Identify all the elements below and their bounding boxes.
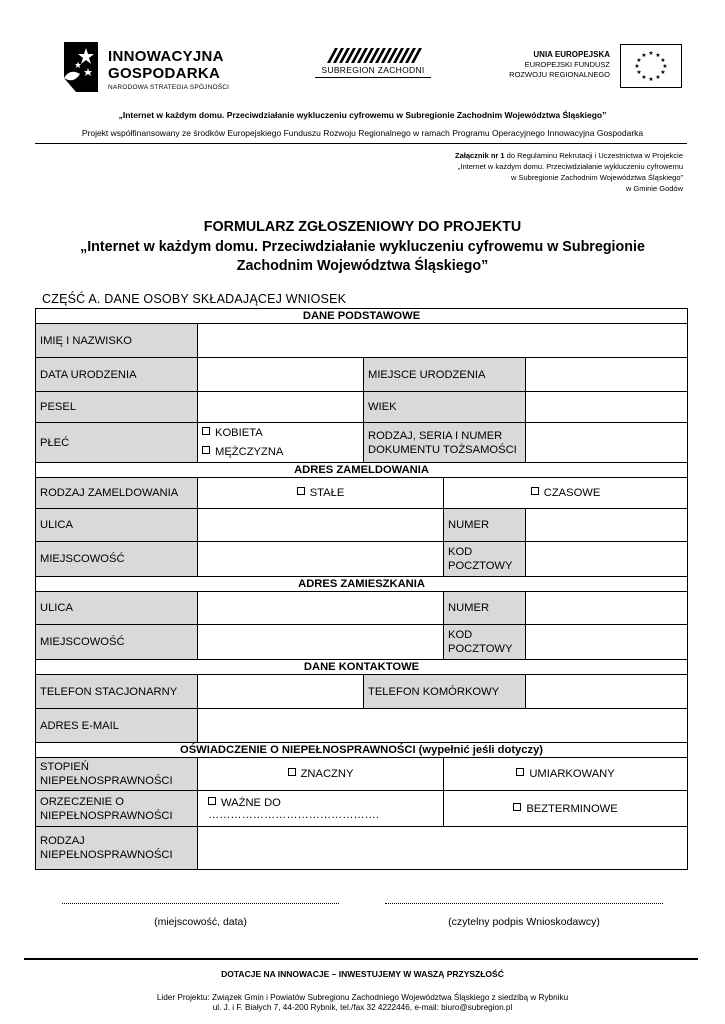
disability-ruling-label-line2: NIEPEŁNOSPRAWNOŚCI [40, 809, 173, 822]
significant-label: ZNACZNY [300, 768, 354, 780]
residence-postal-label-line1: KOD [448, 629, 473, 641]
residence-address-header: ADRES ZAMIESZKANIA [36, 577, 688, 592]
registered-number-label: NUMER [444, 509, 526, 542]
basic-data-header: DANE PODSTAWOWE [36, 309, 688, 324]
svg-text:★: ★ [655, 74, 661, 81]
svg-text:★: ★ [655, 52, 661, 59]
sex-option-male[interactable] [202, 443, 359, 462]
registered-city-field[interactable] [198, 542, 444, 577]
sex-option-female[interactable] [202, 424, 359, 443]
subregion-logo-underline [315, 77, 431, 78]
valid-until-label: WAŻNE DO ………………………………………. [208, 796, 379, 821]
ig-logo-line3: NARODOWA STRATEGIA SPÓJNOŚCI [108, 84, 230, 91]
birth-place-field[interactable] [526, 358, 688, 392]
birth-date-label: DATA URODZENIA [36, 358, 198, 392]
svg-text:★: ★ [634, 63, 640, 70]
ig-logo-line1: INNOWACYJNA [108, 48, 224, 65]
residence-city-label: MIEJSCOWOŚĆ [36, 625, 198, 660]
name-field[interactable] [198, 324, 688, 358]
email-field[interactable] [198, 709, 688, 743]
eu-logo [500, 44, 682, 90]
svg-text:★: ★ [660, 57, 666, 64]
mobile-label: TELEFON KOMÓRKOWY [364, 675, 526, 709]
disability-kind-label [36, 827, 198, 870]
footer-divider [24, 958, 698, 960]
registered-address-header: ADRES ZAMELDOWANIA [36, 463, 688, 478]
eu-stars-icon [621, 45, 681, 87]
residence-number-field[interactable] [526, 592, 688, 625]
checkbox-icon[interactable] [208, 797, 216, 805]
application-form [35, 308, 687, 870]
degree-significant-option[interactable] [198, 758, 444, 791]
disability-degree-label-line2: NIEPEŁNOSPRAWNOŚCI [40, 775, 173, 787]
birth-date-field[interactable] [198, 358, 364, 392]
age-field[interactable] [526, 392, 688, 423]
name-label: IMIĘ I NAZWISKO [36, 324, 198, 358]
subregion-zachodni-logo [313, 46, 433, 86]
registered-postal-field[interactable] [526, 542, 688, 577]
disability-kind-label-line1: RODZAJ [40, 835, 85, 847]
registered-number-field[interactable] [526, 509, 688, 542]
landline-label: TELEFON STACJONARNY [36, 675, 198, 709]
annex-line3: w Subregionie Zachodnim Województwa Śląskiego” [510, 173, 683, 182]
registration-type-label: RODZAJ ZAMELDOWANIA [36, 478, 198, 509]
signature-line[interactable] [385, 903, 663, 904]
female-label: KOBIETA [215, 426, 263, 439]
birth-place-label: MIEJSCE URODZENIA [364, 358, 526, 392]
disability-header: OŚWIADCZENIE O NIEPEŁNOSPRAWNOŚCI (wypełnić jeśli dotyczy) [36, 743, 688, 758]
ig-logo-line2: GOSPODARKA [108, 65, 221, 82]
registration-permanent-option[interactable] [198, 478, 444, 509]
email-label: ADRES E-MAIL [36, 709, 198, 743]
residence-street-field[interactable] [198, 592, 444, 625]
residence-postal-field[interactable] [526, 625, 688, 660]
checkbox-icon[interactable] [202, 446, 210, 454]
project-title: „Internet w każdym domu. Przeciwdziałanie wykluczeniu cyfrowemu w Subregionie Zachodnim Województwa Śląskiego” [118, 110, 607, 120]
annex-line1-rest: do Regulaminu Rekrutacji i Uczestnictwa w Projekcie [504, 151, 683, 160]
disability-kind-field[interactable] [198, 827, 688, 870]
id-document-label-line1: RODZAJ, SERIA I NUMER [368, 429, 503, 442]
disability-ruling-label [36, 791, 198, 827]
degree-moderate-option[interactable] [444, 758, 688, 791]
annex-line2: „Internet w każdym domu. Przeciwdziałanie wykluczeniu cyfrowemu [457, 162, 683, 171]
ruling-indefinite-option[interactable] [444, 791, 688, 827]
place-date-caption: (miejscowość, data) [154, 916, 247, 928]
id-document-label-line2: DOKUMENTU TOŻSAMOŚCI [368, 443, 517, 456]
svg-text:★: ★ [636, 69, 642, 76]
svg-text:★: ★ [636, 57, 642, 64]
disability-ruling-label-line1: ORZECZENIE O [40, 795, 124, 808]
sex-label: PŁEĆ [36, 423, 198, 463]
innowacyjna-gospodarka-emblem-icon [58, 38, 102, 94]
place-date-line[interactable] [62, 903, 339, 904]
checkbox-icon[interactable] [513, 803, 521, 811]
checkbox-icon[interactable] [288, 768, 296, 776]
annex-note [363, 150, 683, 194]
id-document-label [364, 423, 526, 463]
footer-leader-line1: Lider Projektu: Związek Gmin i Powiatów Subregionu Zachodniego Województwa Śląskiego z siedzibą w Rybniku [156, 993, 569, 1002]
footer-leader-line2: ul. J. i F. Białych 7, 44-200 Rybnik, tel./fax 32 4222446, e-mail: biuro@subregion.pl [212, 1003, 513, 1012]
disability-degree-label [36, 758, 198, 791]
form-title-line1: FORMULARZ ZGŁOSZENIOWY DO PROJEKTU [203, 219, 522, 235]
signature-caption: (czytelny podpis Wnioskodawcy) [448, 916, 600, 928]
registered-postal-label [444, 542, 526, 577]
innowacyjna-gospodarka-logo [58, 38, 248, 98]
moderate-label: UMIARKOWANY [529, 768, 615, 780]
sex-options [198, 423, 364, 463]
eu-logo-text [490, 50, 610, 80]
contact-data-header: DANE KONTAKTOWE [36, 660, 688, 675]
disability-kind-label-line2: NIEPEŁNOSPRAWNOŚCI [40, 849, 173, 861]
section-a-heading: CZĘŚĆ A. DANE OSOBY SKŁADAJĄCEJ WNIOSEK [42, 292, 347, 306]
landline-field[interactable] [198, 675, 364, 709]
svg-text:★: ★ [641, 52, 647, 59]
registered-postal-label-line2: POCZTOWY [448, 560, 513, 572]
registered-postal-label-line1: KOD [448, 546, 473, 558]
header-divider [35, 143, 687, 144]
disability-degree-label-line1: STOPIEŃ [40, 761, 89, 773]
id-document-field[interactable] [526, 423, 688, 463]
checkbox-icon[interactable] [202, 427, 210, 435]
form-title-line3: Zachodnim Województwa Śląskiego” [236, 258, 489, 274]
age-label: WIEK [364, 392, 526, 423]
permanent-label: STAŁE [309, 487, 345, 499]
registered-street-field[interactable] [198, 509, 444, 542]
mobile-field[interactable] [526, 675, 688, 709]
ruling-valid-until-option[interactable] [198, 791, 444, 827]
registered-street-label: ULICA [36, 509, 198, 542]
male-label: MĘŻCZYZNA [215, 445, 284, 458]
pesel-label: PESEL [36, 392, 198, 423]
footer-slogan: DOTACJE NA INNOWACJE – INWESTUJEMY W WASZĄ PRZYSZŁOŚĆ [221, 969, 504, 979]
indefinite-label: BEZTERMINOWE [526, 802, 618, 815]
form-title [0, 218, 725, 277]
annex-label: Załącznik nr 1 [454, 151, 505, 160]
eu-flag [620, 44, 682, 88]
residence-postal-label-line2: POCZTOWY [448, 643, 513, 655]
checkbox-icon[interactable] [531, 487, 539, 495]
residence-city-field[interactable] [198, 625, 444, 660]
subregion-stripes-icon [313, 46, 433, 64]
footer-project-leader [0, 993, 725, 1013]
temporary-label: CZASOWE [543, 487, 601, 499]
subregion-logo-text: SUBREGION ZACHODNI [321, 65, 425, 75]
svg-text:★: ★ [648, 76, 654, 83]
eu-logo-line3: ROZWOJU REGIONALNEGO [509, 70, 610, 79]
residence-postal-label [444, 625, 526, 660]
svg-text:★: ★ [648, 50, 654, 57]
cofinancing-note: Projekt współfinansowany ze środków Europejskiego Funduszu Rozwoju Regionalnego w ramach Programu Operacyjnego Innowacyjna Gospodarka [81, 128, 644, 138]
svg-text:★: ★ [662, 63, 668, 70]
residence-number-label: NUMER [444, 592, 526, 625]
svg-text:★: ★ [660, 69, 666, 76]
eu-logo-line1: UNIA EUROPEJSKA [533, 50, 610, 59]
residence-street-label: ULICA [36, 592, 198, 625]
checkbox-icon[interactable] [297, 487, 305, 495]
registration-temporary-option[interactable] [444, 478, 688, 509]
svg-text:★: ★ [641, 74, 647, 81]
registered-city-label: MIEJSCOWOŚĆ [36, 542, 198, 577]
annex-line4: w Gminie Godów [625, 184, 683, 193]
form-title-line2: „Internet w każdym domu. Przeciwdziałanie wykluczeniu cyfrowemu w Subregionie [80, 238, 645, 255]
form-table [35, 308, 688, 870]
eu-logo-line2: EUROPEJSKI FUNDUSZ [524, 60, 610, 69]
annex-line1 [363, 150, 683, 161]
pesel-field[interactable] [198, 392, 364, 423]
checkbox-icon[interactable] [516, 768, 524, 776]
